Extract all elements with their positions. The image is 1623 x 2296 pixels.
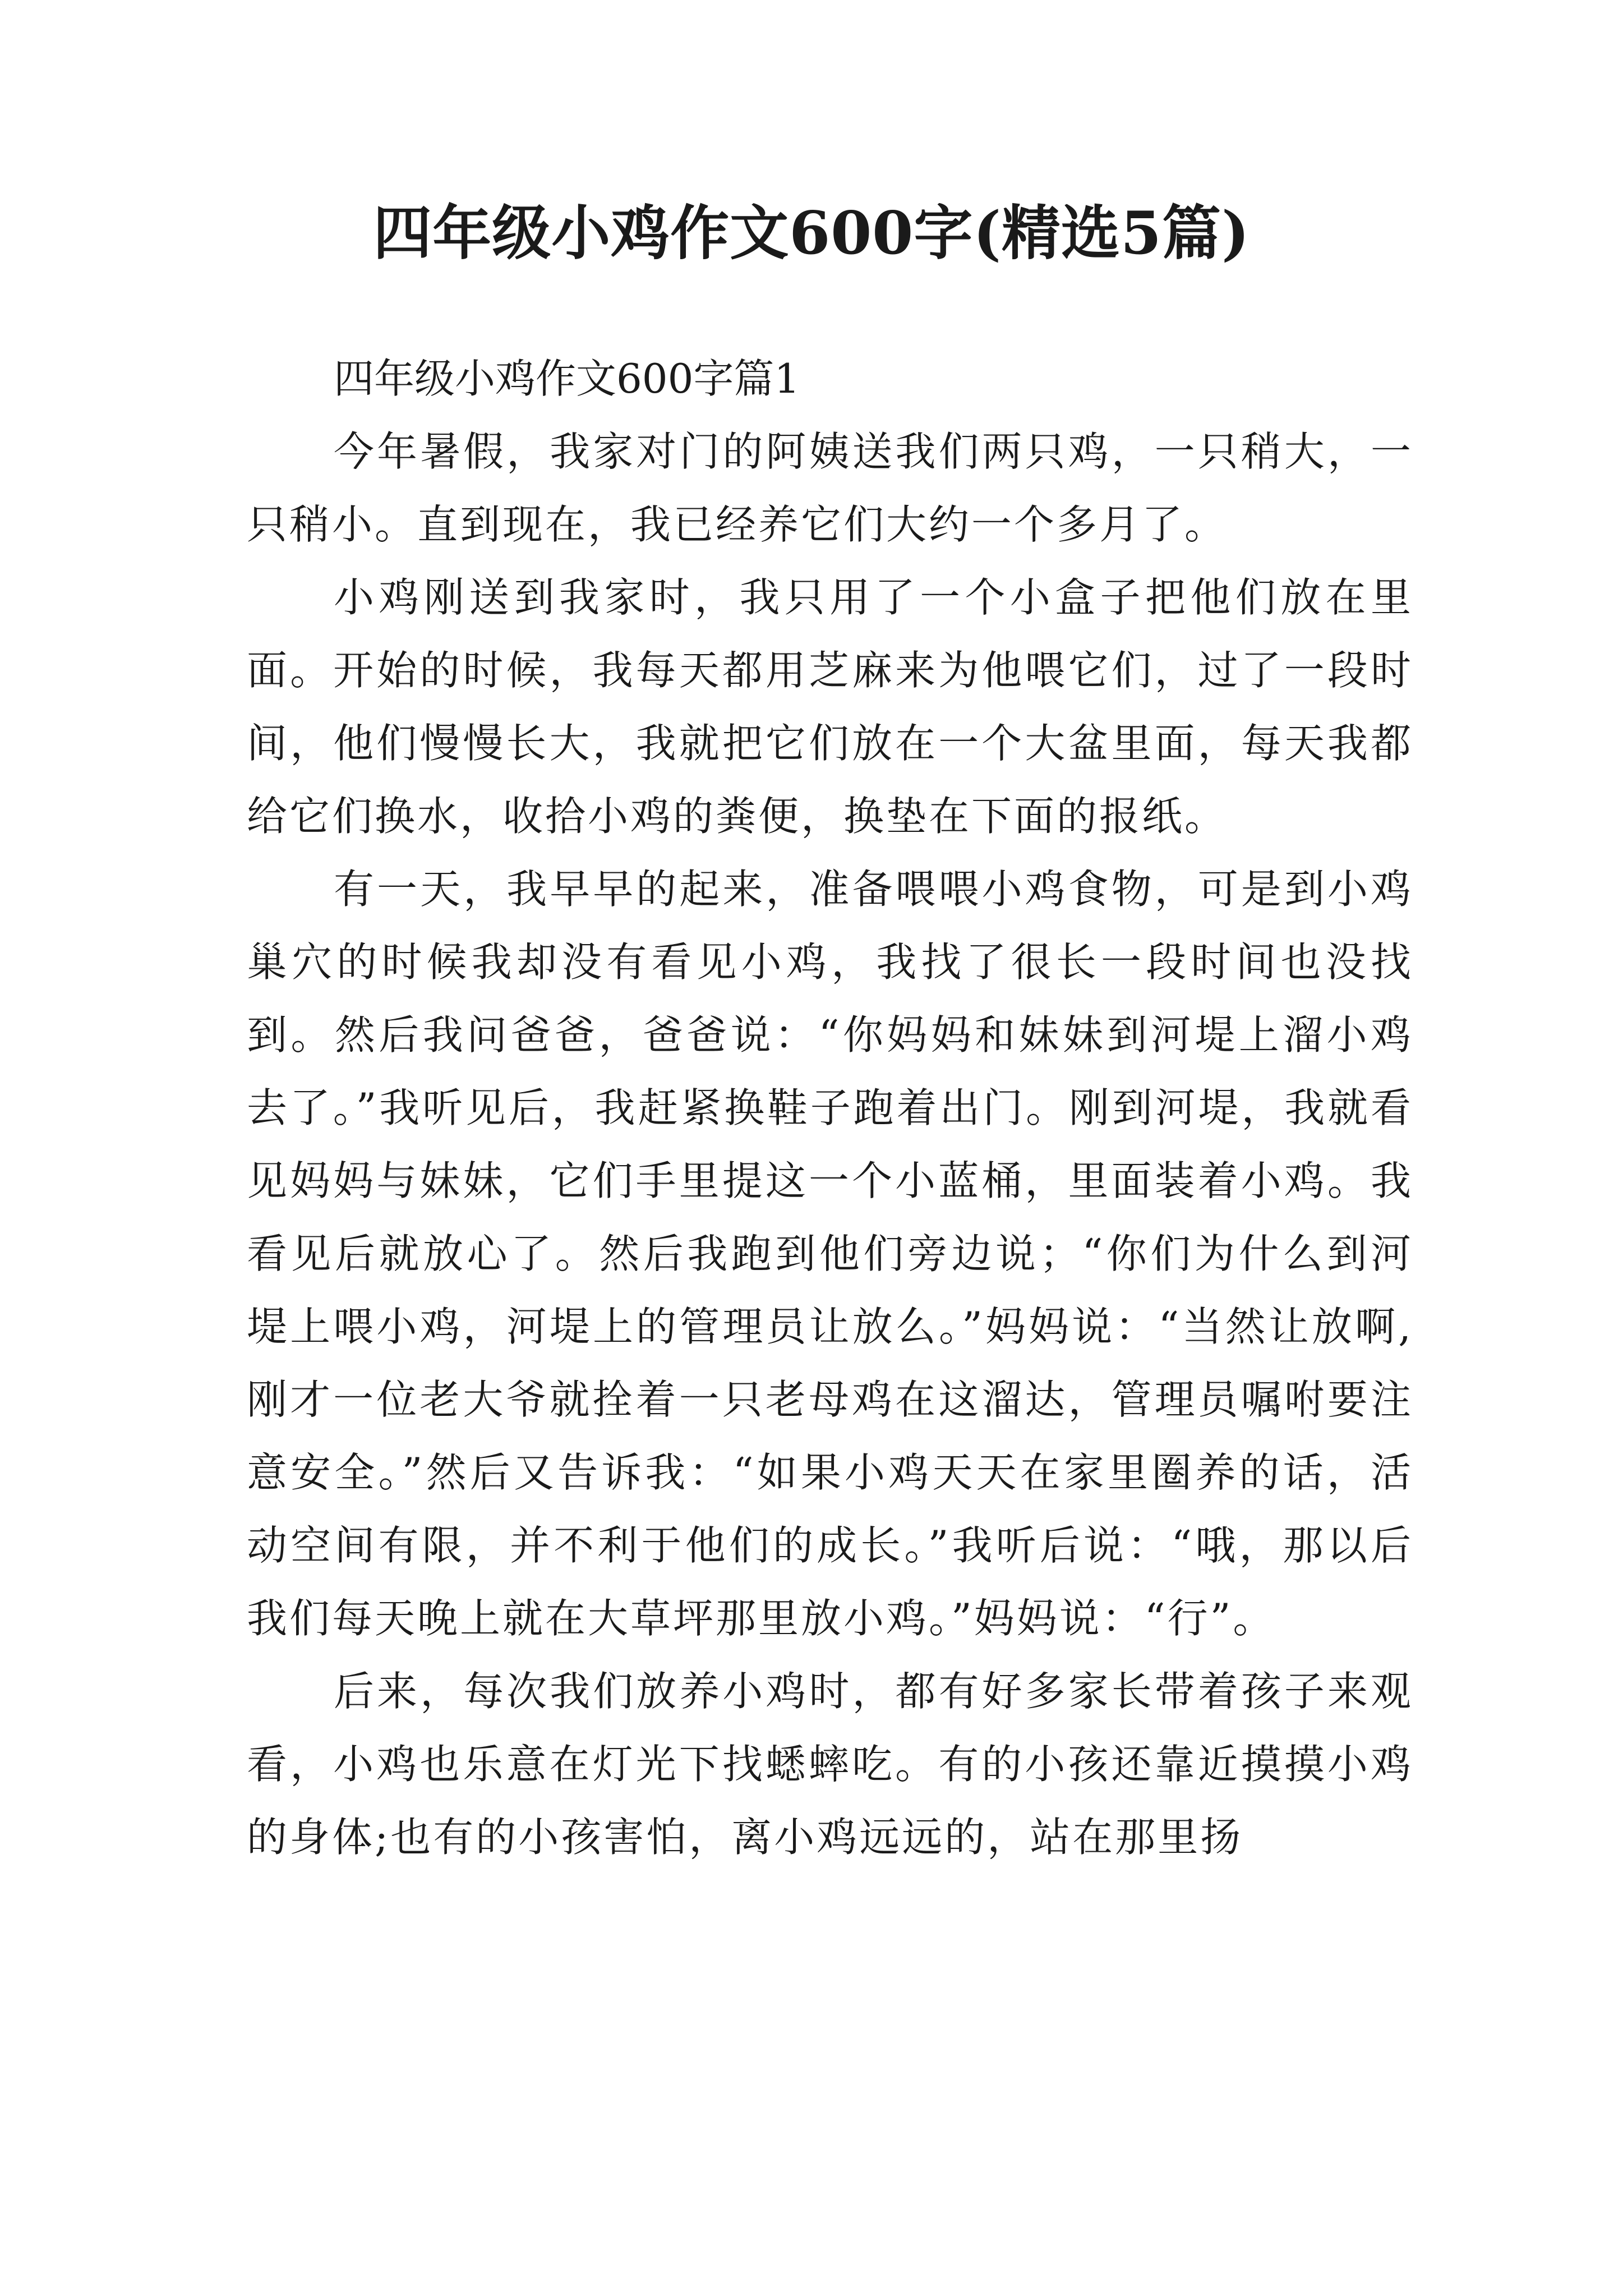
paragraph-3: 有一天，我早早的起来，准备喂喂小鸡食物，可是到小鸡巢穴的时候我却没有看见小鸡，我找了很长一段时间也没找到。然后我问爸爸，爸爸说：“你妈妈和妹妹到河堤上溜小鸡去了。”我听见后，我赶紧换鞋子跑着出门。刚到河堤，我就看见妈妈与妹妹，它们手里提这一个小蓝桶，里面装着小鸡。我看见后就放心了。然后我跑到他们旁边说；“你们为什么到河堤上喂小鸡，河堤上的管理员让放么。”妈妈说：“当然让放啊,刚才一位老大爷就拴着一只老母鸡在这溜达，管理员嘱咐要注意安全。”然后又告诉我：“如果小鸡天天在家里圈养的话，活动空间有限，并不利于他们的成长。”我听后说：“哦，那以后我们每天晚上就在大草坪那里放小鸡。”妈妈说：“行”。 [247,866,1413,1642]
document-body [247,342,1413,1874]
section-heading: 四年级小鸡作文600字篇1 [334,355,800,402]
paragraph-4: 后来，每次我们放养小鸡时，都有好多家长带着孩子来观看，小鸡也乐意在灯光下找蟋蟀吃。有的小孩还靠近摸摸小鸡的身体;也有的小孩害怕，离小鸡远远的，站在那里扬 [247,1668,1413,1861]
document-title: 四年级小鸡作文600字(精选5篇) [373,198,1250,268]
paragraph-1: 今年暑假，我家对门的阿姨送我们两只鸡，一只稍大，一只稍小。直到现在，我已经养它们大约一个多月了。 [247,428,1413,548]
paragraph-2: 小鸡刚送到我家时，我只用了一个小盒子把他们放在里面。开始的时候，我每天都用芝麻来为他喂它们，过了一段时间，他们慢慢长大，我就把它们放在一个大盆里面，每天我都给它们换水，收拾小鸡的粪便，换垫在下面的报纸。 [247,574,1413,840]
